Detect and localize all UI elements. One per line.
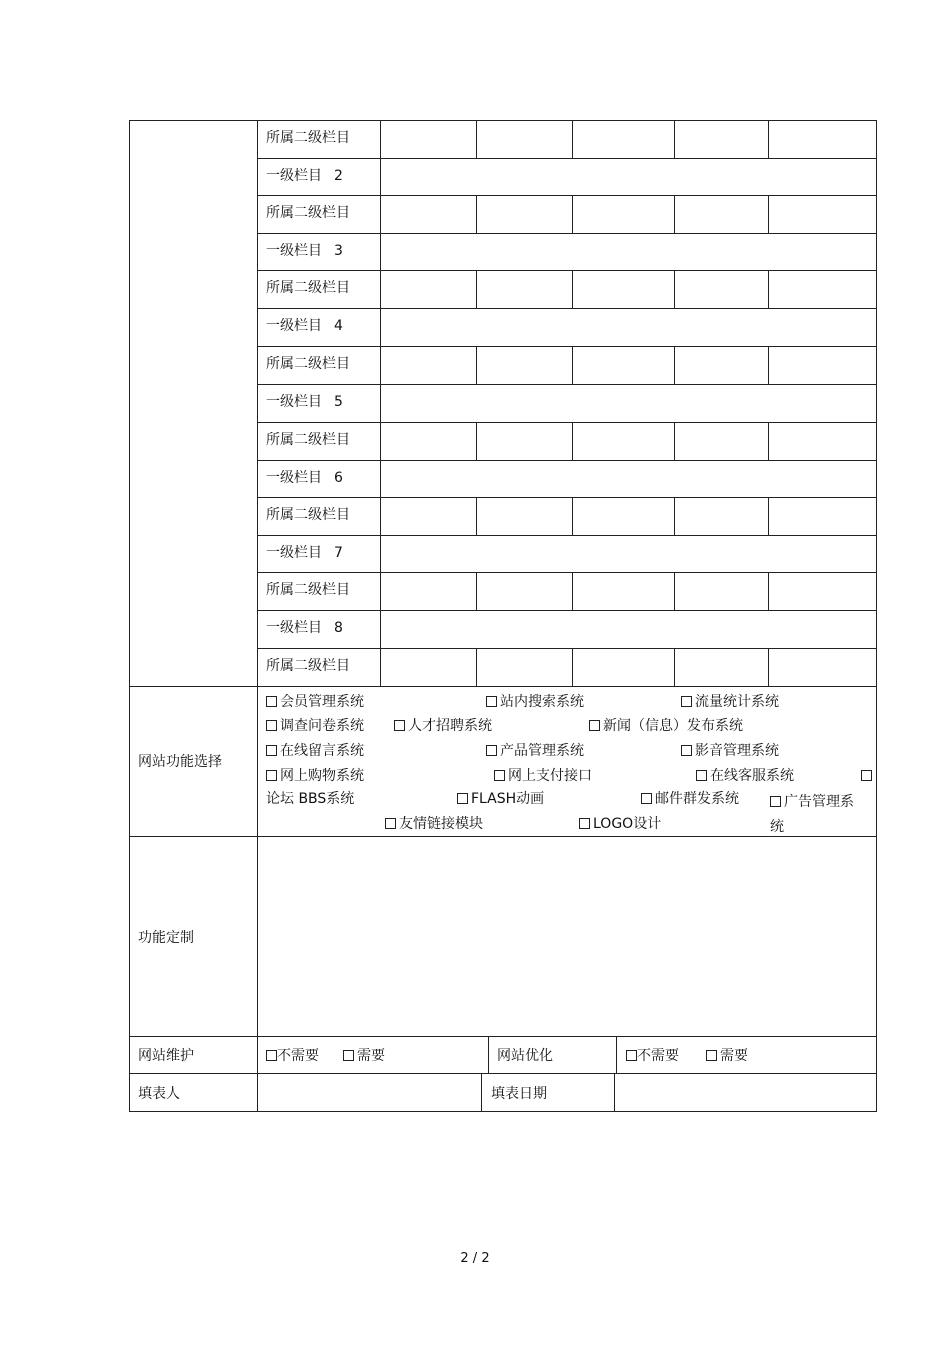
column-label-text: 一级栏目 bbox=[266, 469, 322, 486]
column-number: 5 bbox=[334, 394, 343, 410]
primary-column-label bbox=[266, 469, 343, 487]
feature-option-label: 新闻（信息）发布系统 bbox=[603, 718, 743, 734]
feature-option-label: FLASH动画 bbox=[471, 791, 545, 807]
secondary-column-input-cell[interactable] bbox=[573, 423, 674, 460]
checkbox-icon[interactable] bbox=[385, 818, 396, 829]
table-border-line bbox=[129, 1036, 877, 1037]
checkbox-icon[interactable] bbox=[343, 1050, 354, 1061]
feature-option-label: LOGO设计 bbox=[593, 816, 662, 832]
table-border-line bbox=[876, 120, 877, 1112]
table-border-line bbox=[129, 686, 877, 687]
secondary-column-input-cell[interactable] bbox=[573, 498, 674, 535]
secondary-column-input-cell[interactable] bbox=[477, 196, 572, 233]
custom-function-label: 功能定制 bbox=[138, 930, 194, 946]
feature-option-ad-system[interactable] bbox=[770, 790, 865, 840]
secondary-column-input-cell[interactable] bbox=[769, 271, 876, 308]
secondary-column-input-cell[interactable] bbox=[381, 649, 476, 686]
secondary-column-input-cell[interactable] bbox=[381, 196, 476, 233]
checkbox-icon[interactable] bbox=[266, 770, 277, 781]
feature-option-label: 在线客服系统 bbox=[710, 768, 794, 784]
column-label-text: 一级栏目 bbox=[266, 318, 322, 334]
maintenance-option-no-label: 不需要 bbox=[277, 1048, 319, 1064]
checkbox-icon[interactable] bbox=[696, 770, 707, 781]
secondary-column-label bbox=[266, 657, 350, 675]
secondary-column-input-cell[interactable] bbox=[381, 271, 476, 308]
maintenance-option-yes[interactable] bbox=[343, 1047, 385, 1065]
optimization-option-no-label: 不需要 bbox=[637, 1048, 679, 1064]
secondary-column-input-cell[interactable] bbox=[381, 498, 476, 535]
secondary-column-input-cell[interactable] bbox=[381, 121, 476, 158]
primary-column-input-cell[interactable] bbox=[381, 611, 876, 648]
secondary-column-input-cell[interactable] bbox=[675, 573, 768, 610]
maintenance-label: 网站维护 bbox=[138, 1048, 194, 1064]
table-border-line bbox=[129, 1111, 877, 1112]
feature-option[interactable] bbox=[681, 693, 779, 711]
feature-option-label: 在线留言系统 bbox=[280, 743, 364, 759]
primary-column-input-cell[interactable] bbox=[381, 159, 876, 195]
checkbox-icon[interactable] bbox=[706, 1050, 717, 1061]
feature-selection-label-text: 网站功能选择 bbox=[138, 754, 222, 770]
secondary-column-input-cell[interactable] bbox=[381, 573, 476, 610]
feature-option[interactable] bbox=[394, 717, 492, 735]
feature-option-label: 调查问卷系统 bbox=[280, 718, 364, 734]
primary-column-label bbox=[266, 393, 343, 411]
secondary-column-input-cell[interactable] bbox=[381, 423, 476, 460]
secondary-column-input-cell[interactable] bbox=[769, 573, 876, 610]
checkbox-icon[interactable] bbox=[681, 696, 692, 707]
table-border-line bbox=[616, 1036, 617, 1074]
column-number: 6 bbox=[334, 469, 343, 486]
column-number: 4 bbox=[334, 318, 343, 334]
secondary-column-input-cell[interactable] bbox=[769, 196, 876, 233]
secondary-column-input-cell[interactable] bbox=[675, 649, 768, 686]
secondary-column-label bbox=[266, 431, 350, 449]
feature-option[interactable] bbox=[266, 717, 364, 735]
feature-option-label: 产品管理系统 bbox=[500, 743, 584, 759]
column-label-text: 一级栏目 bbox=[266, 394, 322, 410]
primary-column-label bbox=[266, 317, 343, 335]
checkbox-icon[interactable] bbox=[579, 818, 590, 829]
column-number: 7 bbox=[334, 544, 343, 561]
feature-option-label: 网上购物系统 bbox=[280, 768, 364, 784]
column-label-text: 所属二级栏目 bbox=[266, 658, 350, 674]
feature-option-label: 流量统计系统 bbox=[695, 694, 779, 710]
column-number: 2 bbox=[334, 167, 343, 184]
feature-option-label: 会员管理系统 bbox=[280, 694, 364, 710]
feature-option[interactable] bbox=[486, 693, 584, 711]
feature-option-bbs-checkbox[interactable] bbox=[861, 767, 875, 785]
optimization-option-yes-label: 需要 bbox=[720, 1048, 748, 1064]
column-label-text: 一级栏目 bbox=[266, 167, 322, 184]
secondary-column-input-cell[interactable] bbox=[675, 271, 768, 308]
optimization-option-yes[interactable] bbox=[706, 1047, 748, 1065]
secondary-column-input-cell[interactable] bbox=[769, 347, 876, 384]
feature-option-label: 广告管理系统 bbox=[770, 794, 854, 835]
feature-option[interactable] bbox=[681, 742, 779, 760]
checkbox-icon[interactable] bbox=[394, 720, 405, 731]
secondary-column-input-cell[interactable] bbox=[769, 423, 876, 460]
secondary-column-input-cell[interactable] bbox=[381, 347, 476, 384]
feature-option[interactable] bbox=[486, 742, 584, 760]
secondary-column-input-cell[interactable] bbox=[769, 498, 876, 535]
feature-option[interactable] bbox=[494, 767, 592, 785]
primary-column-input-cell[interactable] bbox=[381, 461, 876, 497]
secondary-column-label bbox=[266, 355, 350, 373]
checkbox-icon[interactable] bbox=[486, 745, 497, 756]
feature-option[interactable] bbox=[385, 815, 483, 833]
custom-function-input-area[interactable] bbox=[258, 838, 875, 1035]
feature-option[interactable] bbox=[266, 742, 364, 760]
feature-option-label: 站内搜索系统 bbox=[500, 694, 584, 710]
secondary-column-input-cell[interactable] bbox=[675, 498, 768, 535]
feature-option[interactable] bbox=[641, 790, 739, 808]
checkbox-icon[interactable] bbox=[626, 1050, 637, 1061]
column-label-text: 一级栏目 bbox=[266, 620, 322, 636]
primary-column-input-cell[interactable] bbox=[381, 309, 876, 346]
secondary-column-label bbox=[266, 279, 350, 297]
secondary-column-label bbox=[266, 129, 350, 147]
secondary-column-input-cell[interactable] bbox=[477, 121, 572, 158]
secondary-column-input-cell[interactable] bbox=[477, 347, 572, 384]
primary-column-label bbox=[266, 167, 343, 185]
feature-option-bbs-label bbox=[266, 790, 354, 808]
column-number: 8 bbox=[334, 620, 343, 636]
feature-option[interactable] bbox=[266, 767, 364, 785]
feature-option[interactable] bbox=[579, 815, 661, 833]
secondary-column-input-cell[interactable] bbox=[675, 347, 768, 384]
feature-option[interactable] bbox=[589, 717, 743, 735]
fill-date-label: 填表日期 bbox=[491, 1086, 547, 1102]
secondary-column-input-cell[interactable] bbox=[477, 498, 572, 535]
secondary-column-input-cell[interactable] bbox=[675, 423, 768, 460]
checkbox-icon[interactable] bbox=[266, 1050, 277, 1061]
checkbox-icon[interactable] bbox=[266, 745, 277, 756]
secondary-column-input-cell[interactable] bbox=[573, 121, 674, 158]
checkbox-icon[interactable] bbox=[494, 770, 505, 781]
table-border-line bbox=[129, 836, 877, 837]
feature-option-label: 人才招聘系统 bbox=[408, 718, 492, 734]
secondary-column-input-cell[interactable] bbox=[573, 347, 674, 384]
primary-column-label bbox=[266, 619, 343, 637]
feature-option-label: 影音管理系统 bbox=[695, 743, 779, 759]
optimization-label: 网站优化 bbox=[497, 1048, 553, 1064]
table-border-line bbox=[129, 120, 130, 1112]
column-number: 3 bbox=[334, 242, 343, 259]
fill-date-input[interactable] bbox=[615, 1074, 875, 1110]
column-label-text: 所属二级栏目 bbox=[266, 280, 350, 296]
column-label-text: 所属二级栏目 bbox=[266, 507, 350, 523]
column-label-text: 所属二级栏目 bbox=[266, 582, 350, 598]
checkbox-icon[interactable] bbox=[861, 770, 872, 781]
table-border-line bbox=[481, 1073, 482, 1112]
secondary-column-input-cell[interactable] bbox=[573, 271, 674, 308]
primary-column-input-cell[interactable] bbox=[381, 385, 876, 422]
checkbox-icon[interactable] bbox=[457, 793, 468, 804]
checkbox-icon[interactable] bbox=[266, 720, 277, 731]
column-label-text: 所属二级栏目 bbox=[266, 432, 350, 448]
secondary-column-input-cell[interactable] bbox=[573, 649, 674, 686]
column-label-text: 所属二级栏目 bbox=[266, 130, 350, 146]
checkbox-icon[interactable] bbox=[770, 796, 781, 807]
maintenance-option-yes-label: 需要 bbox=[357, 1048, 385, 1064]
primary-column-input-cell[interactable] bbox=[381, 536, 876, 572]
checkbox-icon[interactable] bbox=[589, 720, 600, 731]
filler-label: 填表人 bbox=[138, 1086, 180, 1102]
column-label-text: 一级栏目 bbox=[266, 242, 322, 259]
feature-selection-label bbox=[138, 753, 222, 771]
feature-option[interactable] bbox=[266, 693, 364, 711]
secondary-column-input-cell[interactable] bbox=[477, 271, 572, 308]
primary-column-input-cell[interactable] bbox=[381, 234, 876, 270]
feature-option[interactable] bbox=[457, 790, 544, 808]
maintenance-option-no[interactable] bbox=[266, 1047, 319, 1065]
checkbox-icon[interactable] bbox=[681, 745, 692, 756]
secondary-column-label bbox=[266, 204, 350, 222]
feature-option-label: 论坛 BBS系统 bbox=[266, 791, 355, 807]
secondary-column-input-cell[interactable] bbox=[477, 423, 572, 460]
secondary-column-input-cell[interactable] bbox=[675, 121, 768, 158]
secondary-column-input-cell[interactable] bbox=[477, 649, 572, 686]
secondary-column-input-cell[interactable] bbox=[573, 573, 674, 610]
optimization-option-no[interactable] bbox=[626, 1047, 679, 1065]
primary-column-label bbox=[266, 242, 343, 260]
secondary-column-input-cell[interactable] bbox=[675, 196, 768, 233]
feature-option-label: 友情链接模块 bbox=[399, 816, 483, 832]
checkbox-icon[interactable] bbox=[641, 793, 652, 804]
secondary-column-label bbox=[266, 581, 350, 599]
column-label-text: 所属二级栏目 bbox=[266, 356, 350, 372]
column-label-text: 所属二级栏目 bbox=[266, 205, 350, 221]
filler-input[interactable] bbox=[258, 1074, 481, 1110]
feature-option-label: 邮件群发系统 bbox=[655, 791, 739, 807]
checkbox-icon[interactable] bbox=[486, 696, 497, 707]
secondary-column-input-cell[interactable] bbox=[769, 121, 876, 158]
primary-column-label bbox=[266, 544, 343, 562]
secondary-column-input-cell[interactable] bbox=[769, 649, 876, 686]
feature-option[interactable] bbox=[696, 767, 794, 785]
secondary-column-label bbox=[266, 506, 350, 524]
secondary-column-input-cell[interactable] bbox=[573, 196, 674, 233]
column-label-text: 一级栏目 bbox=[266, 544, 322, 561]
table-border-line bbox=[488, 1036, 489, 1074]
checkbox-icon[interactable] bbox=[266, 696, 277, 707]
secondary-column-input-cell[interactable] bbox=[477, 573, 572, 610]
page-number: 2 / 2 bbox=[460, 1251, 490, 1266]
feature-option-label: 网上支付接口 bbox=[508, 768, 592, 784]
